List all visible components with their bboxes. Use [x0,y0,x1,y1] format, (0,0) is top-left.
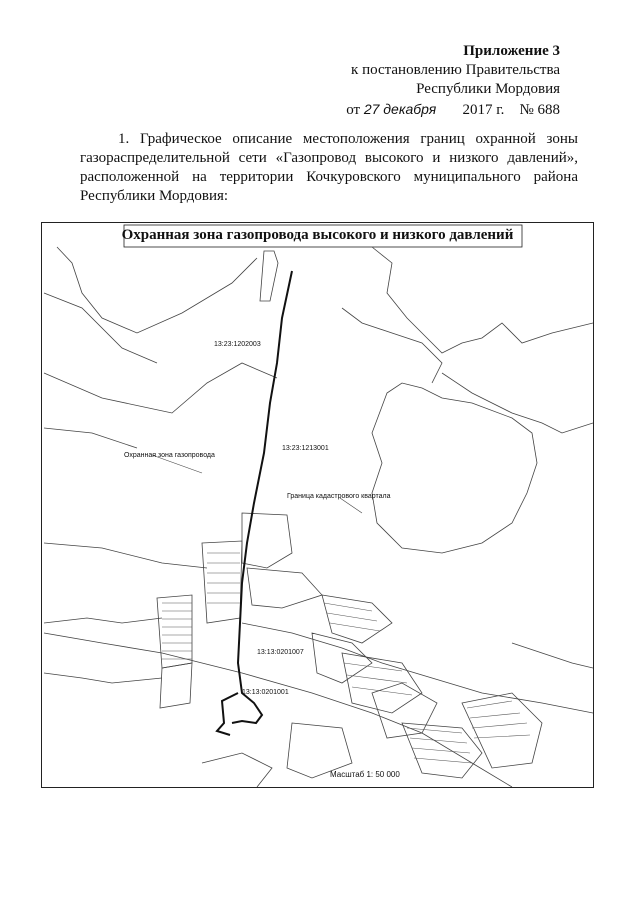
date-prefix: от [346,102,361,118]
parcel-boundary [247,568,322,608]
handwritten-date: 27 декабря [363,101,437,117]
parcel-boundary [342,308,442,383]
quarter-boundary [44,633,512,787]
quarter-label: 13:23:1213001 [282,445,329,452]
parcel-boundary [202,753,272,787]
date-line [346,100,560,120]
quarter-label: 13:13:0201007 [257,649,304,656]
parcel-boundary [242,513,292,568]
parcel-boundary [462,693,542,768]
republic-line: Республики Мордовия [416,81,560,97]
parcel-boundary [44,363,277,413]
parcel-boundary [44,293,157,363]
map-title: Охранная зона газопровода высокого и низкого давлений [121,227,514,243]
gas-pipeline-branch [217,693,238,735]
document-header [346,42,560,120]
parcel-boundary [44,428,137,448]
zone-label: Охранная зона газопровода [124,452,215,459]
cadastral-map [41,222,594,788]
quarter-label: 13:23:1202003 [214,341,261,348]
resolution-number: № 688 [519,102,560,118]
quarter-boundary [242,623,593,713]
description-paragraph: 1. Графическое описание местоположения границ охранной зоны газораспределительной сети «Газопровод высокого и низкого давлений», расположенной на территории Кочкуровского муниципального района Республики Мордовия: [80,131,578,204]
resolution-line: к постановлению Правительства [351,62,560,78]
parcel-boundary [372,383,537,553]
parcel-boundary [160,663,192,708]
parcel-boundary [442,373,593,433]
parcel-boundary [44,543,207,568]
parcel-boundary [322,595,392,643]
map-scale: Масштаб 1: 50 000 [330,770,400,779]
parcel-boundary [157,595,192,668]
parcel-boundary [44,618,162,623]
parcel-boundary [512,643,593,668]
leader-line [340,498,362,513]
parcel-boundary [312,633,372,683]
parcel-boundary [44,673,162,683]
year: 2017 г. [462,102,505,118]
parcel-boundary [260,251,278,301]
parcel-boundary [57,247,257,333]
map-drawing [42,223,593,787]
parcel-boundary [342,653,422,713]
boundary-label: Граница кадастрового квартала [287,493,391,500]
appendix-title: Приложение 3 [463,43,560,59]
quarter-label: 13:13:0201001 [242,689,289,696]
